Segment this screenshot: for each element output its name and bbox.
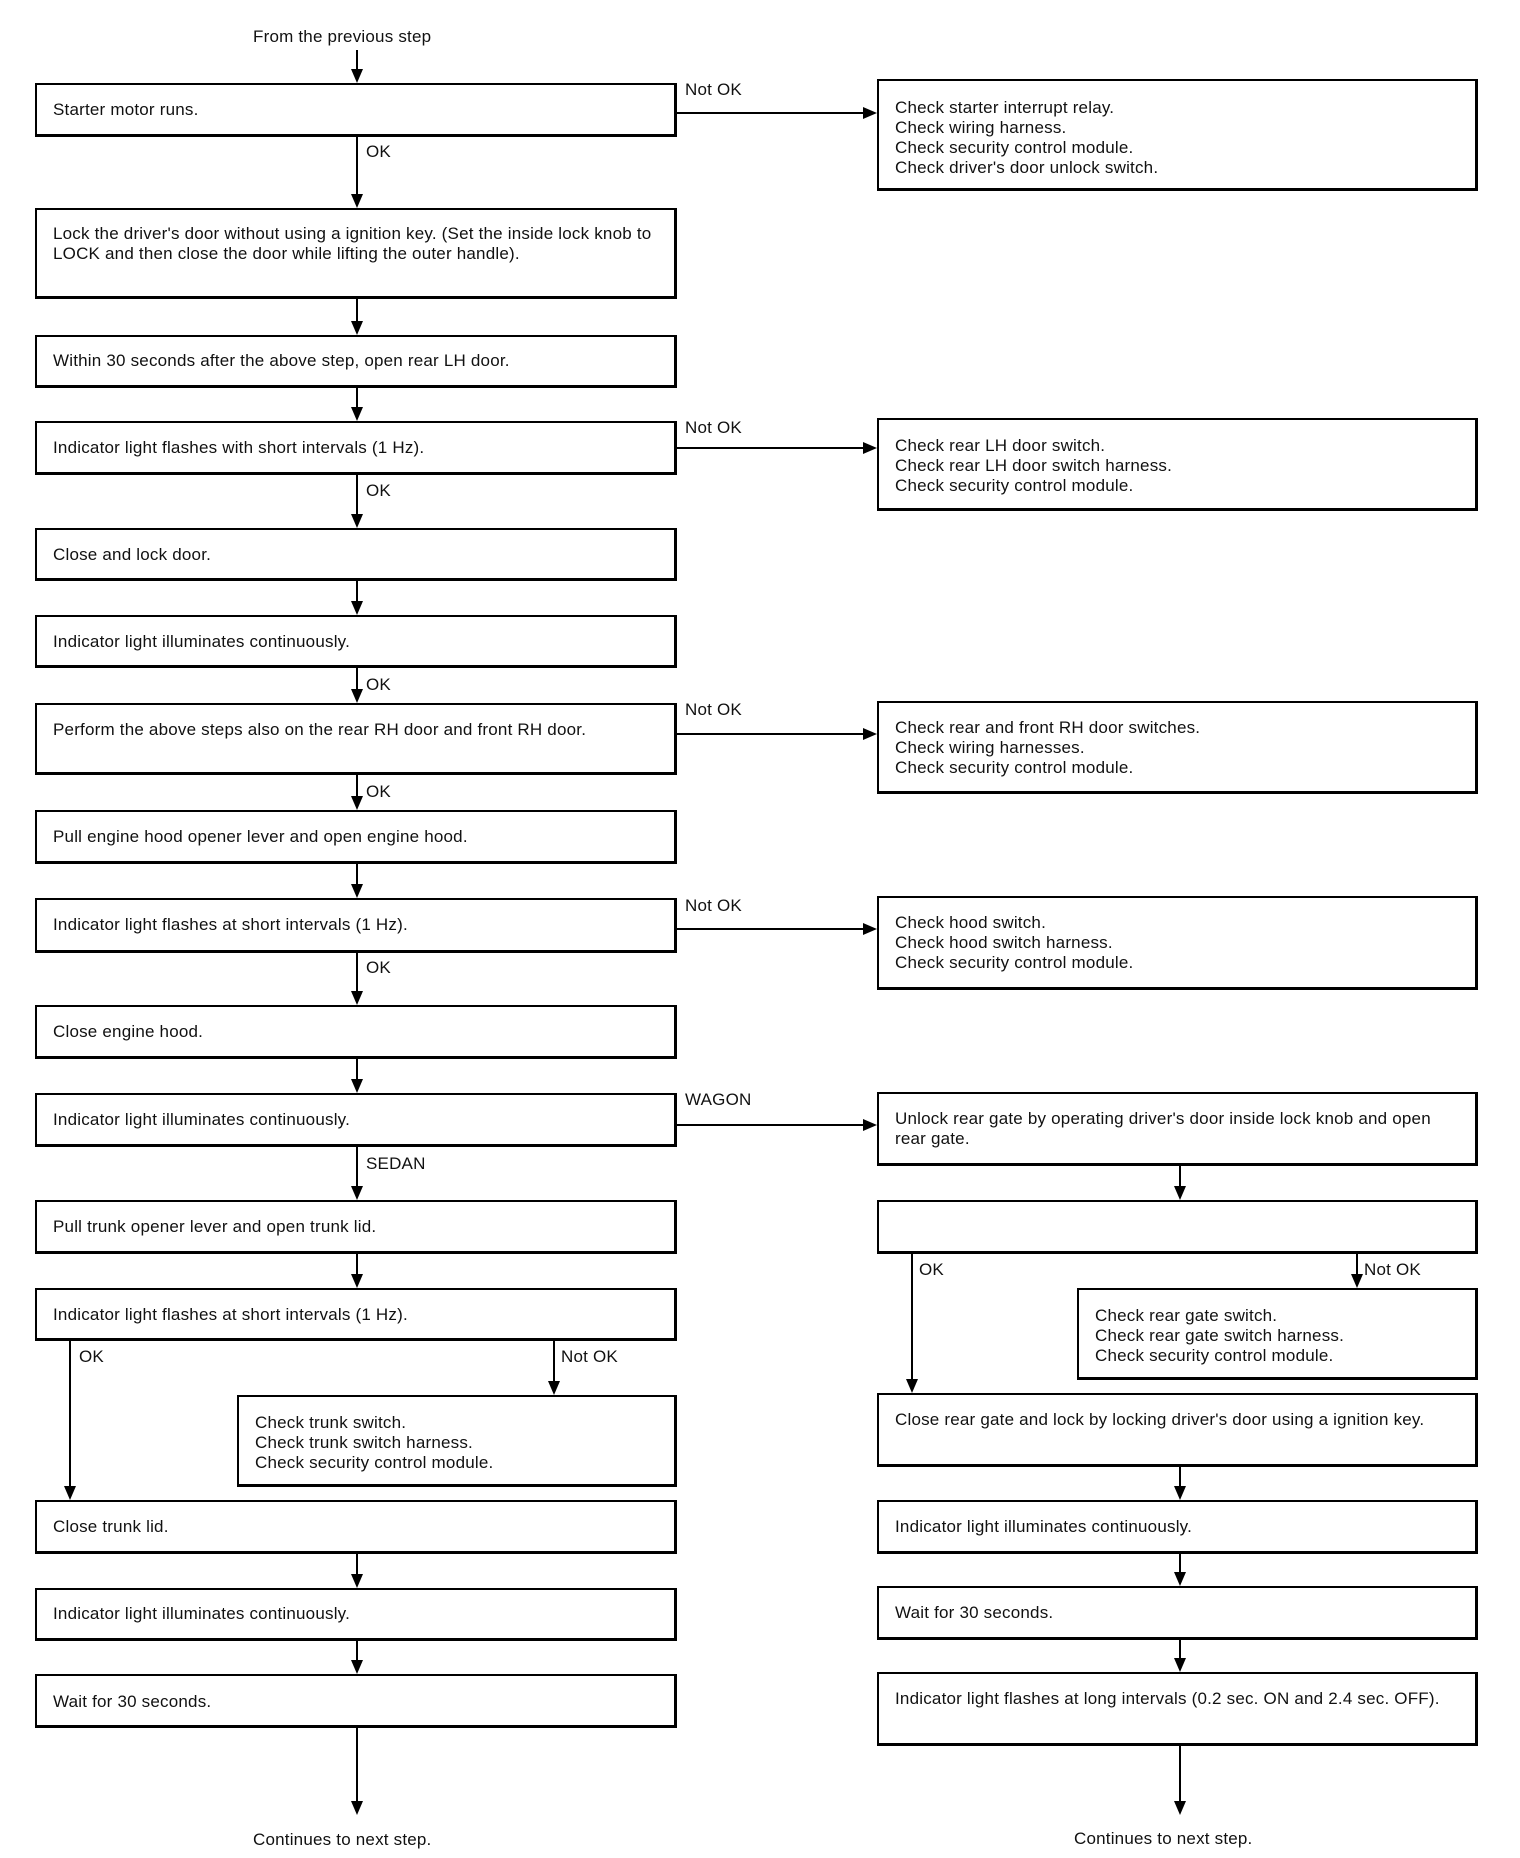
step-check-rear-gate: Check rear gate switch. Check rear gate switch harness. Check security control module. — [1077, 1288, 1478, 1380]
arrowhead-28 — [1174, 1572, 1186, 1586]
step-check-rh-doors: Check rear and front RH door switches. Check wiring harnesses. Check security control module. — [877, 701, 1478, 794]
arrowhead-7 — [351, 514, 363, 528]
step-starter-motor-runs: Starter motor runs. — [35, 83, 677, 137]
arrowhead-8 — [351, 601, 363, 615]
label-not-ok-rear-lh: Not OK — [685, 418, 742, 437]
label-sedan: SEDAN — [366, 1154, 426, 1173]
step-close-lock-door: Close and lock door. — [35, 528, 677, 581]
step-close-trunk: Close trunk lid. — [35, 1500, 677, 1554]
step-wait-30-left: Wait for 30 seconds. — [35, 1674, 677, 1728]
label-ok-rh: OK — [366, 782, 391, 801]
step-flash-trunk: Indicator light flashes at short intervals (1 Hz). — [35, 1288, 677, 1341]
arrowhead-2 — [863, 107, 877, 119]
arrowhead-23 — [351, 1801, 363, 1815]
label-ok-hood: OK — [366, 958, 391, 977]
arrowhead-9 — [351, 689, 363, 703]
arrowhead-11 — [351, 796, 363, 810]
arrowhead-26 — [1351, 1274, 1363, 1288]
step-within-30-seconds: Within 30 seconds after the above step, open rear LH door. — [35, 335, 677, 388]
step-flash-rear-gate — [877, 1200, 1478, 1254]
step-pull-hood: Pull engine hood opener lever and open engine hood. — [35, 810, 677, 864]
arrowhead-24 — [1174, 1186, 1186, 1200]
step-pull-trunk: Pull trunk opener lever and open trunk lid. — [35, 1200, 677, 1254]
step-illuminates-2: Indicator light illuminates continuously. — [35, 1093, 677, 1147]
step-flash-rear-lh: Indicator light flashes with short intervals (1 Hz). — [35, 421, 677, 475]
arrowhead-1 — [351, 69, 363, 83]
arrowhead-13 — [863, 923, 877, 935]
label-ok-illum-1: OK — [366, 675, 391, 694]
label-ok-starter: OK — [366, 142, 391, 161]
step-wait-30-right: Wait for 30 seconds. — [877, 1586, 1478, 1640]
arrowhead-10 — [863, 728, 877, 740]
label-not-ok-gate: Not OK — [1364, 1260, 1421, 1279]
label-not-ok-hood: Not OK — [685, 896, 742, 915]
arrowhead-4 — [351, 321, 363, 335]
step-lock-driver-door: Lock the driver's door without using a ignition key. (Set the inside lock knob to LOCK and then close the door while lifting the outer handle). — [35, 208, 677, 299]
step-flash-long-intervals: Indicator light flashes at long intervals (0.2 sec. ON and 2.4 sec. OFF). — [877, 1672, 1478, 1746]
arrowhead-5 — [351, 407, 363, 421]
arrowhead-29 — [1174, 1658, 1186, 1672]
step-check-starter: Check starter interrupt relay. Check wiring harness. Check security control module. Check driver's door unlock switch. — [877, 79, 1478, 191]
step-perform-rh-doors: Perform the above steps also on the rear RH door and front RH door. — [35, 703, 677, 775]
step-check-hood: Check hood switch. Check hood switch harness. Check security control module. — [877, 896, 1478, 990]
label-ok-rear-lh: OK — [366, 481, 391, 500]
arrowhead-21 — [351, 1574, 363, 1588]
arrowhead-27 — [1174, 1486, 1186, 1500]
arrowhead-12 — [351, 884, 363, 898]
label-wagon: WAGON — [685, 1090, 752, 1109]
step-close-hood: Close engine hood. — [35, 1005, 677, 1059]
arrowhead-19 — [64, 1486, 76, 1500]
arrowhead-14 — [351, 991, 363, 1005]
label-not-ok-trunk: Not OK — [561, 1347, 618, 1366]
arrowhead-18 — [351, 1274, 363, 1288]
arrowhead-3 — [351, 194, 363, 208]
step-illuminates-gate: Indicator light illuminates continuously. — [877, 1500, 1478, 1554]
step-illuminates-trunk: Indicator light illuminates continuously. — [35, 1588, 677, 1641]
step-check-rear-lh: Check rear LH door switch. Check rear LH door switch harness. Check security control module. — [877, 418, 1478, 511]
step-close-rear-gate: Close rear gate and lock by locking driver's door using a ignition key. — [877, 1393, 1478, 1467]
label-ok-trunk: OK — [79, 1347, 104, 1366]
step-check-trunk: Check trunk switch. Check trunk switch harness. Check security control module. — [237, 1395, 677, 1487]
label-not-ok-starter: Not OK — [685, 80, 742, 99]
start-label: From the previous step — [253, 27, 432, 46]
arrowhead-16 — [863, 1119, 877, 1131]
arrowhead-22 — [351, 1660, 363, 1674]
arrowhead-20 — [548, 1381, 560, 1395]
end-label-left: Continues to next step. — [253, 1830, 432, 1849]
label-not-ok-rh: Not OK — [685, 700, 742, 719]
arrowhead-25 — [906, 1379, 918, 1393]
step-flash-hood: Indicator light flashes at short intervals (1 Hz). — [35, 898, 677, 953]
label-ok-gate: OK — [919, 1260, 944, 1279]
arrowhead-6 — [863, 442, 877, 454]
arrowhead-17 — [351, 1186, 363, 1200]
end-label-right: Continues to next step. — [1074, 1829, 1253, 1848]
arrowhead-15 — [351, 1079, 363, 1093]
step-illuminates-1: Indicator light illuminates continuously. — [35, 615, 677, 668]
arrowhead-30 — [1174, 1801, 1186, 1815]
step-unlock-rear-gate: Unlock rear gate by operating driver's door inside lock knob and open rear gate. — [877, 1092, 1478, 1166]
